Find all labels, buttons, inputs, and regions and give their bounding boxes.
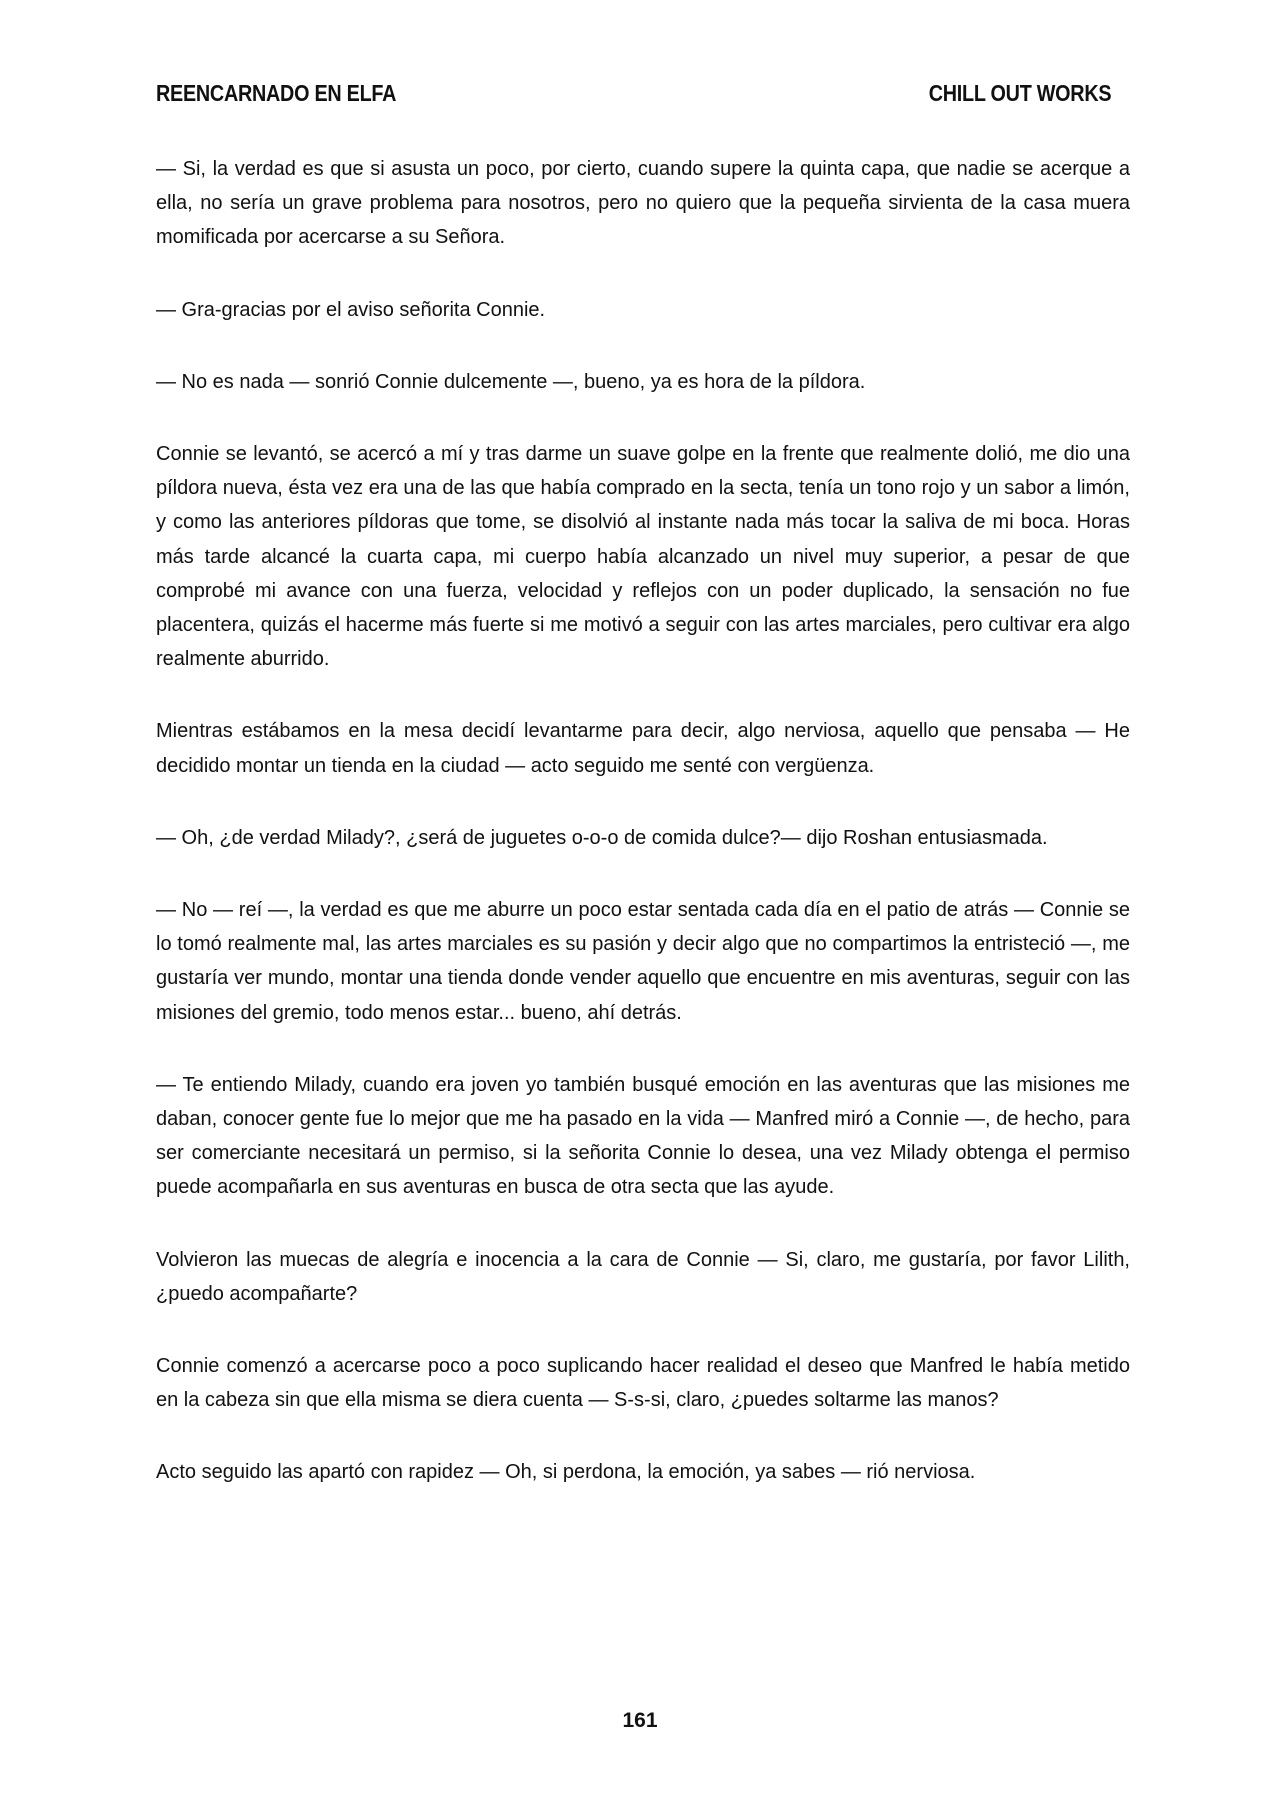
paragraph: — Gra-gracias por el aviso señorita Connie. (156, 298, 546, 321)
paragraph: — Te entiendo Milady, cuando era joven yo también busqué emoción en las aventuras que las misiones me daban, conocer gente fue lo mejor que me ha pasado en la vida — Manfred miró a Connie —, de hecho, para ser comerciante necesitará un permiso, si la señorita Connie lo desea, una vez Milady obtenga el permiso puede acompañarla en sus aventuras en busca de otra secta que las ayude. (156, 1073, 1130, 1199)
paragraph: Mientras estábamos en la mesa decidí levantarme para decir, algo nerviosa, aquello que pensaba — He decidido montar un tienda en la ciudad — acto seguido me senté con vergüenza. (156, 720, 1130, 777)
publisher-name: CHILL OUT WORKS (928, 79, 1111, 106)
page-header (156, 75, 1111, 111)
paragraph: Connie comenzó a acercarse poco a poco suplicando hacer realidad el deseo que Manfred le había metido en la cabeza sin que ella misma se diera cuenta — S-s-si, claro, ¿puedes soltarme las manos? (156, 1355, 1130, 1412)
book-title: REENCARNADO EN ELFA (156, 79, 397, 106)
paragraph: Connie se levantó, se acercó a mí y tras darme un suave golpe en la frente que realmente dolió, me dio una píldora nueva, ésta vez era una de las que había comprado en la secta, tenía un tono rojo y un sabor a limón, y como las anteriores píldoras que tome, se disolvió al instante nada más tocar la saliva de mi boca. Horas más tarde alcancé la cuarta capa, mi cuerpo había alcanzado un nivel muy superior, a pesar de que comprobé mi avance con una fuerza, velocidad y reflejos con un poder duplicado, la sensación no fue placentera, quizás el hacerme más fuerte si me motivó a seguir con las artes marciales, pero cultivar era algo realmente aburrido. (156, 443, 1130, 671)
body-text (156, 152, 1130, 1528)
paragraph: — No es nada — sonrió Connie dulcemente —, bueno, ya es hora de la píldora. (156, 370, 866, 393)
paragraph: — No — reí —, la verdad es que me aburre un poco estar sentada cada día en el patio de atrás — Connie se lo tomó realmente mal, las artes marciales es su pasión y decir algo que no compartimos la entristeció —, me gustaría ver mundo, montar una tienda donde vender aquello que encuentre en mis aventuras, seguir con las misiones del gremio, todo menos estar... bueno, ahí detrás. (156, 899, 1130, 1024)
paragraph: — Si, la verdad es que si asusta un poco, por cierto, cuando supere la quinta capa, que nadie se acerque a ella, no sería un grave problema para nosotros, pero no quiero que la pequeña sirvienta de la casa muera momificada por acercarse a su Señora. (156, 158, 1130, 249)
paragraph: — Oh, ¿de verdad Milady?, ¿será de juguetes o-o-o de comida dulce?— dijo Roshan entusiasmada. (156, 826, 1048, 849)
page-number: 161 (622, 1709, 658, 1732)
paragraph: Volvieron las muecas de alegría e inocencia a la cara de Connie — Si, claro, me gustaría, por favor Lilith, ¿puedo acompañarte? (156, 1248, 1130, 1305)
paragraph: Acto seguido las apartó con rapidez — Oh, si perdona, la emoción, ya sabes — rió nerviosa. (156, 1461, 976, 1484)
